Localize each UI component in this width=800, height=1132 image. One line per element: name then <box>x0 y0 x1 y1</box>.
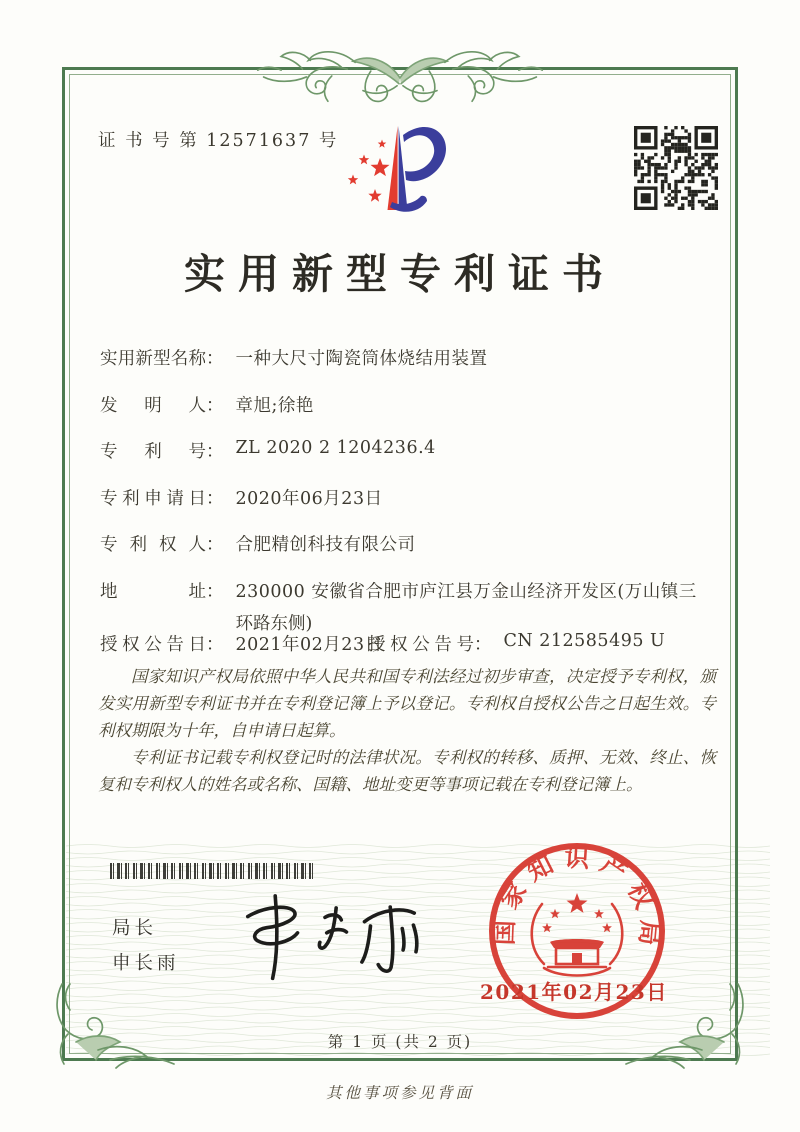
commissioner-signature <box>222 884 428 992</box>
logo-p-bowl <box>403 127 446 181</box>
barcode <box>110 863 313 879</box>
field-colon: ： <box>206 582 224 602</box>
qr-code <box>634 126 718 210</box>
field-value-line1: 230000 安徽省合肥市庐江县万金山经济开发区(万山镇三 <box>235 582 697 602</box>
field-row-grant-date <box>100 631 383 656</box>
field-row-inventor <box>100 392 314 417</box>
field-label: 实用新型名称 <box>100 349 206 369</box>
field-value: 章旭;徐艳 <box>235 396 314 416</box>
field-label: 地址 <box>100 582 206 602</box>
field-row-patent-number <box>100 438 436 463</box>
field-value: CN 212585495 U <box>503 631 666 651</box>
field-value: 合肥精创科技有限公司 <box>235 535 416 555</box>
field-label: 专利权人 <box>100 535 206 555</box>
field-label: 授权公告号 <box>368 635 474 655</box>
certificate-title: 实用新型专利证书 <box>184 250 616 298</box>
field-label: 发明人 <box>100 396 206 416</box>
commissioner-name: 申长雨 <box>112 953 180 974</box>
field-row-patentee <box>100 531 416 556</box>
field-value: 2021年02月23日 <box>235 635 383 655</box>
seal-ring-text: 国家知识产权局 <box>489 842 666 956</box>
field-value: ZL 2020 2 1204236.4 <box>235 438 436 458</box>
field-colon: ： <box>206 535 224 555</box>
commissioner-title: 局长 <box>112 918 158 939</box>
cnipa-logo <box>330 110 480 230</box>
field-colon: ： <box>206 635 224 655</box>
legal-text <box>98 663 716 798</box>
field-row-grant-number <box>368 631 665 656</box>
certificate-number: 证 书 号 第 12571637 号 <box>98 131 339 151</box>
field-value: 一种大尺寸陶瓷筒体烧结用装置 <box>235 349 488 369</box>
field-row-filing-date <box>100 485 383 510</box>
seal-national-emblem <box>532 904 623 976</box>
field-colon: ： <box>206 396 224 416</box>
logo-triangle-red <box>388 126 398 210</box>
field-label: 授权公告日 <box>100 635 206 655</box>
field-colon: ： <box>206 442 224 462</box>
back-side-note: 其他事项参见背面 <box>325 1084 474 1102</box>
top-flourish-ornament <box>253 37 547 113</box>
legal-paragraph-1: 国家知识产权局依照中华人民共和国专利法经过初步审查，决定授予专利权，颁发实用新型专利证书并在专利登记簿上予以登记。专利权自授权公告之日起生效。专利权期限为十年，自申请日起算。 <box>98 667 716 740</box>
seal-date: 2021年02月23日 <box>480 980 668 1004</box>
field-value-line2: 环路东侧) <box>235 614 313 634</box>
page-number: 第 1 页 (共 2 页) <box>327 1033 473 1051</box>
field-row-address <box>100 578 697 635</box>
field-colon: ： <box>206 489 224 509</box>
legal-paragraph-2: 专利证书记载专利权登记时的法律状况。专利权的转移、质押、无效、终止、恢复和专利权人的姓名或名称、国籍、地址变更等事项记载在专利登记簿上。 <box>98 748 716 794</box>
field-label: 专利申请日 <box>100 489 206 509</box>
field-colon: ： <box>206 349 224 369</box>
field-colon: ： <box>474 635 492 655</box>
field-label: 专利号 <box>100 442 206 462</box>
field-value: 2020年06月23日 <box>235 489 383 509</box>
field-row-name <box>100 345 488 370</box>
bottom-left-flourish <box>50 980 182 1070</box>
